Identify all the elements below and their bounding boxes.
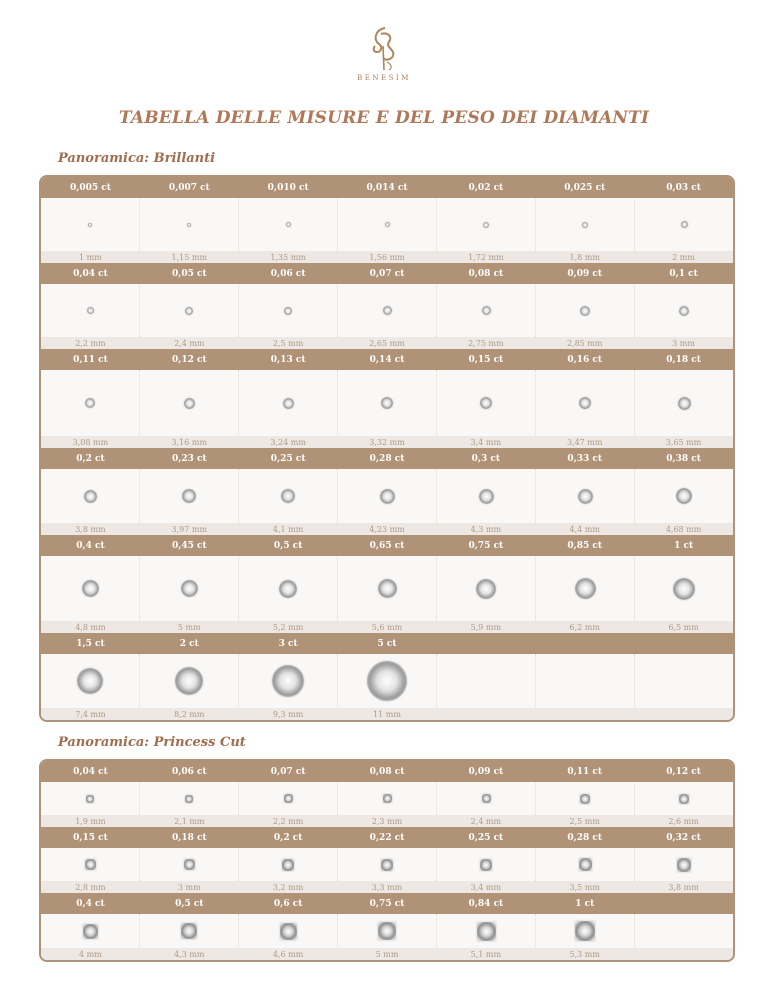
weight-header-row bbox=[41, 177, 733, 198]
gem-row bbox=[41, 198, 733, 251]
gem-cell bbox=[139, 469, 238, 523]
carat-weight: 0,16 ct bbox=[567, 354, 603, 365]
princess-diamond-icon bbox=[86, 795, 94, 803]
carat-weight: 0,010 ct bbox=[267, 182, 309, 193]
round-diamond-icon bbox=[181, 580, 198, 597]
gem-cell bbox=[238, 469, 337, 523]
gem-cell bbox=[535, 370, 634, 436]
round-diamond-icon bbox=[367, 661, 407, 701]
carat-weight: 0,07 ct bbox=[270, 766, 306, 777]
diameter-mm: 2,2 mm bbox=[75, 338, 106, 348]
princess-diamond-icon bbox=[580, 794, 590, 804]
carat-weight: 0,08 ct bbox=[468, 268, 504, 279]
diameter-mm: 3,16 mm bbox=[171, 437, 208, 447]
weight-header-row bbox=[41, 535, 733, 556]
gem-cell bbox=[337, 469, 436, 523]
gem-cell bbox=[41, 654, 139, 708]
diameter-mm: 4,3 mm bbox=[174, 949, 205, 959]
carat-weight: 0,23 ct bbox=[171, 453, 207, 464]
gem-cell bbox=[535, 914, 634, 948]
round-diamond-icon bbox=[482, 306, 491, 315]
carat-weight: 2 ct bbox=[179, 638, 199, 649]
gem-cell bbox=[436, 284, 535, 337]
round-diamond-icon bbox=[84, 490, 97, 503]
round-diamond-icon bbox=[85, 398, 95, 408]
gem-cell bbox=[634, 782, 733, 815]
gem-row bbox=[41, 370, 733, 436]
size-row bbox=[41, 948, 733, 960]
princess-diamond-icon bbox=[383, 794, 392, 803]
gem-cell bbox=[238, 848, 337, 881]
round-diamond-icon bbox=[676, 488, 692, 504]
carat-weight: 0,75 ct bbox=[468, 540, 504, 551]
gem-cell bbox=[337, 198, 436, 251]
gem-cell bbox=[238, 284, 337, 337]
gem-cell bbox=[535, 469, 634, 523]
carat-weight: 0,2 ct bbox=[273, 832, 303, 843]
gem-row bbox=[41, 848, 733, 881]
round-diamond-icon bbox=[678, 397, 691, 410]
princess-diamond-icon bbox=[85, 859, 96, 870]
weight-header-row bbox=[41, 448, 733, 469]
carat-weight: 5 ct bbox=[377, 638, 397, 649]
gem-cell bbox=[436, 914, 535, 948]
diameter-mm: 4,23 mm bbox=[369, 524, 405, 534]
gem-cell bbox=[535, 284, 634, 337]
gem-cell bbox=[337, 914, 436, 948]
round-diamond-icon bbox=[175, 667, 203, 695]
gem-cell bbox=[41, 782, 139, 815]
carat-weight: 0,25 ct bbox=[270, 453, 306, 464]
gem-cell bbox=[238, 370, 337, 436]
round-diamond-icon bbox=[378, 579, 397, 598]
round-diamond-icon bbox=[580, 306, 590, 316]
princess-diamond-icon bbox=[575, 921, 595, 941]
gem-cell bbox=[139, 654, 238, 708]
carat-weight: 0,02 ct bbox=[468, 182, 504, 193]
round-diamond-icon bbox=[272, 665, 304, 697]
diameter-mm: 5,6 mm bbox=[371, 622, 403, 632]
diameter-mm: 2,3 mm bbox=[371, 816, 403, 826]
diameter-mm: 4,8 mm bbox=[75, 622, 106, 632]
round-diamond-icon bbox=[385, 222, 390, 227]
round-diamond-icon bbox=[575, 578, 596, 599]
carat-weight: 0,06 ct bbox=[270, 268, 306, 279]
carat-weight: 0,65 ct bbox=[369, 540, 405, 551]
gem-cell bbox=[337, 848, 436, 881]
round-diamond-icon bbox=[483, 222, 489, 228]
princess-diamond-icon bbox=[282, 859, 294, 871]
table-princess bbox=[39, 759, 735, 962]
gem-cell bbox=[634, 284, 733, 337]
gem-cell bbox=[535, 782, 634, 815]
princess-diamond-icon bbox=[477, 922, 496, 941]
diameter-mm: 3,08 mm bbox=[72, 437, 109, 447]
diameter-mm: 7,4 mm bbox=[75, 709, 106, 719]
princess-diamond-icon bbox=[480, 859, 492, 871]
round-diamond-icon bbox=[182, 489, 196, 503]
size-row bbox=[41, 815, 733, 827]
round-diamond-icon bbox=[679, 306, 689, 316]
round-diamond-icon bbox=[578, 489, 593, 504]
gem-cell bbox=[634, 370, 733, 436]
carat-weight: 0,12 ct bbox=[666, 766, 701, 777]
princess-diamond-icon bbox=[184, 859, 195, 870]
carat-weight: 0,28 ct bbox=[567, 832, 603, 843]
diameter-mm: 6,5 mm bbox=[668, 622, 699, 632]
diameter-mm: 2 mm bbox=[672, 252, 695, 262]
princess-diamond-icon bbox=[677, 858, 691, 872]
round-diamond-icon bbox=[284, 307, 292, 315]
carat-weight bbox=[634, 893, 733, 914]
gem-cell bbox=[634, 198, 733, 251]
princess-diamond-icon bbox=[579, 858, 592, 871]
round-diamond-icon bbox=[383, 306, 392, 315]
gem-cell bbox=[139, 198, 238, 251]
diameter-mm bbox=[634, 708, 733, 720]
gem-cell bbox=[238, 198, 337, 251]
gem-cell bbox=[41, 914, 139, 948]
diameter-mm: 4 mm bbox=[79, 949, 102, 959]
gem-cell bbox=[535, 556, 634, 621]
diameter-mm: 1,9 mm bbox=[75, 816, 106, 826]
diameter-mm: 3,32 mm bbox=[369, 437, 405, 447]
gem-cell bbox=[139, 370, 238, 436]
carat-weight: 0,22 ct bbox=[369, 832, 405, 843]
diameter-mm: 1 mm bbox=[79, 252, 102, 262]
carat-weight: 0,38 ct bbox=[666, 453, 701, 464]
carat-weight: 0,13 ct bbox=[270, 354, 306, 365]
diameter-mm: 3,4 mm bbox=[470, 437, 502, 447]
weight-header-row bbox=[41, 349, 733, 370]
gem-cell bbox=[535, 198, 634, 251]
round-diamond-icon bbox=[381, 397, 393, 409]
diameter-mm: 8,2 mm bbox=[174, 709, 205, 719]
carat-weight: 0,75 ct bbox=[369, 898, 405, 909]
round-diamond-icon bbox=[380, 489, 395, 504]
gem-row bbox=[41, 469, 733, 523]
diameter-mm: 3,3 mm bbox=[371, 882, 403, 892]
diameter-mm: 5,1 mm bbox=[470, 949, 502, 959]
princess-diamond-icon bbox=[381, 859, 393, 871]
carat-weight: 0,05 ct bbox=[171, 268, 207, 279]
carat-weight: 0,14 ct bbox=[369, 354, 405, 365]
gem-cell bbox=[41, 469, 139, 523]
round-diamond-icon bbox=[77, 668, 103, 694]
carat-weight: 0,25 ct bbox=[468, 832, 504, 843]
diameter-mm: 6,2 mm bbox=[569, 622, 600, 632]
diameter-mm: 3,24 mm bbox=[270, 437, 306, 447]
diameter-mm: 9,3 mm bbox=[272, 709, 304, 719]
round-diamond-icon bbox=[476, 579, 496, 599]
gem-cell bbox=[634, 654, 733, 708]
diameter-mm: 4,6 mm bbox=[272, 949, 304, 959]
gem-cell bbox=[238, 654, 337, 708]
gem-cell bbox=[436, 198, 535, 251]
size-row bbox=[41, 708, 733, 720]
round-diamond-icon bbox=[87, 307, 94, 314]
carat-weight: 0,3 ct bbox=[471, 453, 501, 464]
gem-cell bbox=[238, 914, 337, 948]
carat-weight: 0,28 ct bbox=[369, 453, 405, 464]
size-row bbox=[41, 621, 733, 633]
diameter-mm: 2,8 mm bbox=[75, 882, 106, 892]
diameter-mm: 1,72 mm bbox=[468, 252, 504, 262]
gem-row bbox=[41, 654, 733, 708]
gem-cell bbox=[139, 848, 238, 881]
size-row bbox=[41, 337, 733, 349]
diameter-mm: 5 mm bbox=[375, 949, 399, 959]
princess-diamond-icon bbox=[185, 795, 193, 803]
size-row bbox=[41, 436, 733, 448]
page-title: TABELLA DELLE MISURE E DEL PESO DEI DIAMANTI bbox=[118, 108, 650, 128]
gem-cell bbox=[337, 556, 436, 621]
round-diamond-icon bbox=[184, 398, 195, 409]
size-row bbox=[41, 881, 733, 893]
gem-cell bbox=[41, 370, 139, 436]
carat-weight: 0,2 ct bbox=[76, 453, 105, 464]
section-title-brillanti: Panoramica: Brillanti bbox=[58, 151, 216, 166]
round-diamond-icon bbox=[479, 489, 494, 504]
carat-weight: 0,4 ct bbox=[76, 898, 105, 909]
diameter-mm: 2,4 mm bbox=[174, 338, 205, 348]
carat-weight: 0,08 ct bbox=[369, 766, 405, 777]
round-diamond-icon bbox=[480, 397, 492, 409]
gem-cell bbox=[238, 556, 337, 621]
weight-header-row bbox=[41, 827, 733, 848]
carat-weight: 0,06 ct bbox=[171, 766, 207, 777]
gem-cell bbox=[41, 848, 139, 881]
gem-cell bbox=[139, 782, 238, 815]
diameter-mm: 1,15 mm bbox=[171, 252, 208, 262]
princess-diamond-icon bbox=[181, 923, 197, 939]
diameter-mm: 5,3 mm bbox=[569, 949, 600, 959]
gem-cell bbox=[41, 198, 139, 251]
round-diamond-icon bbox=[283, 398, 294, 409]
gem-cell bbox=[436, 469, 535, 523]
diameter-mm: 3 mm bbox=[177, 882, 201, 892]
carat-weight: 0,5 ct bbox=[273, 540, 303, 551]
weight-header-row bbox=[41, 633, 733, 654]
diameter-mm: 2,5 mm bbox=[569, 816, 600, 826]
gem-row bbox=[41, 782, 733, 815]
diameter-mm: 3,4 mm bbox=[470, 882, 502, 892]
size-row bbox=[41, 251, 733, 263]
gem-cell bbox=[436, 370, 535, 436]
carat-weight: 0,04 ct bbox=[73, 268, 108, 279]
carat-weight: 0,11 ct bbox=[567, 766, 603, 777]
round-diamond-icon bbox=[286, 222, 291, 227]
gem-cell bbox=[535, 654, 634, 708]
size-row bbox=[41, 523, 733, 535]
weight-header-row bbox=[41, 263, 733, 284]
diameter-mm: 1,56 mm bbox=[369, 252, 405, 262]
carat-weight: 0,4 ct bbox=[76, 540, 105, 551]
carat-weight: 3 ct bbox=[278, 638, 298, 649]
round-diamond-icon bbox=[281, 489, 295, 503]
round-diamond-icon bbox=[185, 307, 193, 315]
round-diamond-icon bbox=[187, 223, 191, 227]
carat-weight bbox=[436, 633, 535, 654]
princess-diamond-icon bbox=[284, 794, 293, 803]
gem-cell bbox=[139, 914, 238, 948]
carat-weight: 0,85 ct bbox=[567, 540, 603, 551]
diameter-mm: 11 mm bbox=[373, 709, 401, 719]
gem-cell bbox=[41, 556, 139, 621]
diameter-mm: 1,8 mm bbox=[569, 252, 600, 262]
gem-cell bbox=[436, 556, 535, 621]
gem-cell bbox=[337, 370, 436, 436]
table-brillanti bbox=[39, 175, 735, 722]
gem-row bbox=[41, 284, 733, 337]
carat-weight: 0,1 ct bbox=[669, 268, 698, 279]
carat-weight: 0,32 ct bbox=[666, 832, 701, 843]
carat-weight: 1 ct bbox=[674, 540, 694, 551]
section-title-princess: Panoramica: Princess Cut bbox=[58, 735, 246, 750]
diameter-mm: 3,2 mm bbox=[272, 882, 304, 892]
carat-weight: 1 ct bbox=[575, 898, 595, 909]
gem-cell bbox=[436, 782, 535, 815]
diameter-mm: 5 mm bbox=[177, 622, 201, 632]
carat-weight: 0,5 ct bbox=[175, 898, 204, 909]
brand-logo bbox=[0, 24, 768, 82]
round-diamond-icon bbox=[279, 580, 297, 598]
gem-cell bbox=[535, 848, 634, 881]
round-diamond-icon bbox=[582, 222, 588, 228]
carat-weight: 0,04 ct bbox=[73, 766, 108, 777]
diameter-mm bbox=[436, 708, 535, 720]
diameter-mm: 3,8 mm bbox=[75, 524, 106, 534]
carat-weight: 0,014 ct bbox=[366, 182, 408, 193]
carat-weight: 0,84 ct bbox=[468, 898, 504, 909]
brand-name: BENESIM bbox=[357, 74, 411, 82]
gem-cell bbox=[337, 782, 436, 815]
diameter-mm: 3,8 mm bbox=[668, 882, 699, 892]
gem-cell bbox=[41, 284, 139, 337]
diameter-mm: 4,1 mm bbox=[272, 524, 304, 534]
diameter-mm: 5,2 mm bbox=[272, 622, 304, 632]
gem-cell bbox=[337, 284, 436, 337]
gem-row bbox=[41, 556, 733, 621]
diameter-mm: 3,47 mm bbox=[566, 437, 603, 447]
diameter-mm: 3,5 mm bbox=[569, 882, 600, 892]
weight-header-row bbox=[41, 761, 733, 782]
carat-weight bbox=[535, 633, 634, 654]
round-diamond-icon bbox=[82, 580, 99, 597]
diameter-mm: 1,35 mm bbox=[270, 252, 306, 262]
carat-weight: 0,11 ct bbox=[73, 354, 108, 365]
carat-weight: 0,09 ct bbox=[567, 268, 603, 279]
princess-diamond-icon bbox=[482, 794, 491, 803]
diameter-mm: 4,3 mm bbox=[470, 524, 502, 534]
gem-cell bbox=[238, 782, 337, 815]
carat-weight: 0,45 ct bbox=[171, 540, 207, 551]
diameter-mm: 2,4 mm bbox=[470, 816, 502, 826]
carat-weight: 0,09 ct bbox=[468, 766, 504, 777]
gem-cell bbox=[634, 556, 733, 621]
diameter-mm: 3,65 mm bbox=[665, 437, 702, 447]
gem-cell bbox=[634, 469, 733, 523]
princess-diamond-icon bbox=[378, 922, 396, 940]
carat-weight: 0,025 ct bbox=[564, 182, 606, 193]
diameter-mm bbox=[535, 708, 634, 720]
carat-weight: 0,6 ct bbox=[273, 898, 303, 909]
diameter-mm bbox=[634, 948, 733, 960]
carat-weight: 1,5 ct bbox=[76, 638, 105, 649]
gem-row bbox=[41, 914, 733, 948]
round-diamond-icon bbox=[681, 221, 688, 228]
round-diamond-icon bbox=[88, 223, 92, 227]
carat-weight: 0,007 ct bbox=[168, 182, 210, 193]
princess-diamond-icon bbox=[280, 923, 297, 940]
carat-weight: 0,005 ct bbox=[69, 182, 111, 193]
gem-cell bbox=[139, 284, 238, 337]
diameter-mm: 5,9 mm bbox=[470, 622, 502, 632]
carat-weight: 0,33 ct bbox=[567, 453, 603, 464]
carat-weight: 0,03 ct bbox=[666, 182, 701, 193]
diameter-mm: 4,68 mm bbox=[665, 524, 702, 534]
carat-weight: 0,12 ct bbox=[171, 354, 207, 365]
gem-cell bbox=[139, 556, 238, 621]
diameter-mm: 2,85 mm bbox=[566, 338, 603, 348]
carat-weight bbox=[634, 633, 733, 654]
carat-weight: 0,15 ct bbox=[468, 354, 504, 365]
carat-weight: 0,18 ct bbox=[666, 354, 701, 365]
diameter-mm: 4,4 mm bbox=[569, 524, 600, 534]
princess-diamond-icon bbox=[679, 794, 689, 804]
diameter-mm: 2,2 mm bbox=[272, 816, 304, 826]
gem-cell bbox=[634, 848, 733, 881]
round-diamond-icon bbox=[673, 578, 695, 600]
monogram-bs-icon bbox=[367, 24, 401, 72]
diameter-mm: 2,75 mm bbox=[468, 338, 504, 348]
carat-weight: 0,15 ct bbox=[73, 832, 108, 843]
princess-diamond-icon bbox=[83, 924, 98, 939]
gem-cell bbox=[436, 848, 535, 881]
carat-weight: 0,07 ct bbox=[369, 268, 405, 279]
diameter-mm: 3,97 mm bbox=[171, 524, 208, 534]
gem-cell bbox=[634, 914, 733, 948]
diameter-mm: 2,65 mm bbox=[369, 338, 405, 348]
weight-header-row bbox=[41, 893, 733, 914]
gem-cell bbox=[436, 654, 535, 708]
diameter-mm: 3 mm bbox=[672, 338, 695, 348]
round-diamond-icon bbox=[579, 397, 591, 409]
diameter-mm: 2,5 mm bbox=[272, 338, 304, 348]
carat-weight: 0,18 ct bbox=[171, 832, 207, 843]
gem-cell bbox=[337, 654, 436, 708]
diameter-mm: 2,1 mm bbox=[174, 816, 205, 826]
diameter-mm: 2,6 mm bbox=[668, 816, 699, 826]
